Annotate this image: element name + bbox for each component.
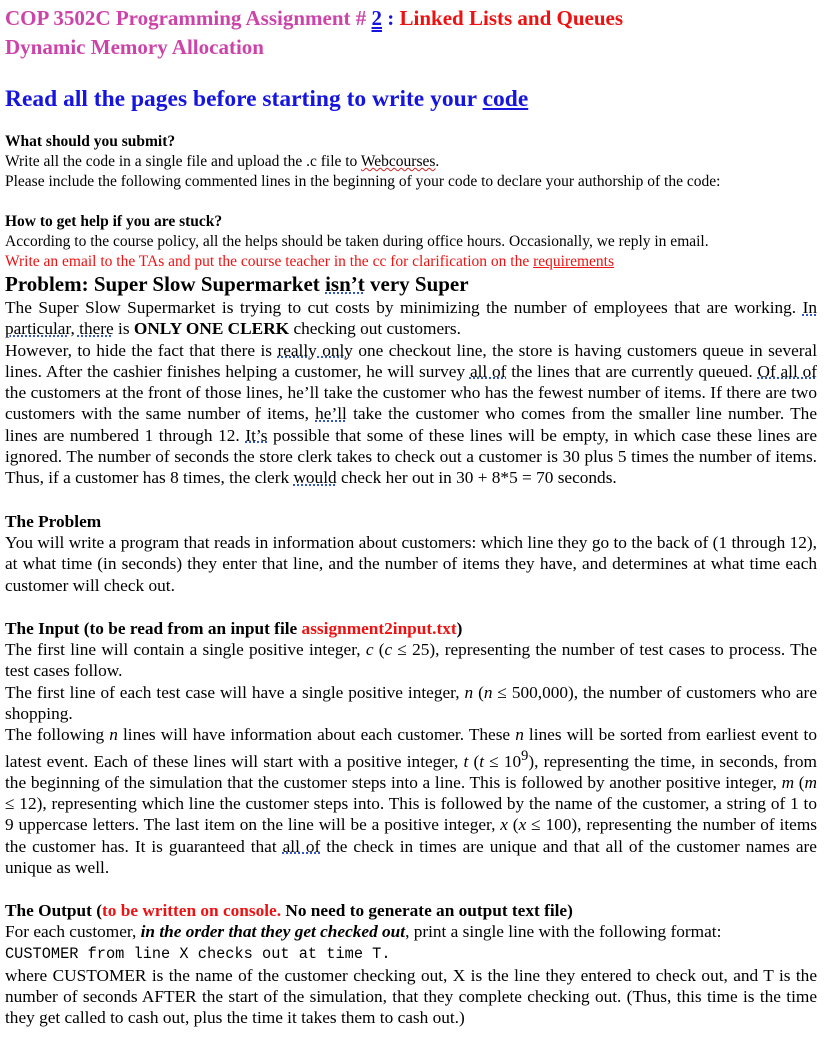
p2-its: It’s xyxy=(245,425,268,445)
p2-c: one checkout line, the store is having customers queue in several lines. After the cashier finishes helping a customer, he will survey xyxy=(5,340,817,381)
read-notice-text: Read all the pages before starting to write your xyxy=(5,86,483,112)
p2-all-of: all of xyxy=(469,361,507,381)
in3-b: lines will have information about each customer. These xyxy=(117,725,516,745)
in3-sup: 9 xyxy=(521,747,529,764)
in2-var: n xyxy=(464,682,474,702)
help-line-2 xyxy=(5,252,817,272)
problem-heading-text: Problem: Super Slow Supermarket xyxy=(5,272,326,296)
help-line-1: According to the course policy, all the helps should be taken during office hours. Occasionally, we reply in email. xyxy=(5,233,709,250)
in1-c: ≤ 25), representing the number of test cases to process. The test cases follow. xyxy=(5,640,817,681)
in3-e: ≤ 10 xyxy=(484,751,522,771)
out1-b: , print a single line with the following format: xyxy=(405,922,722,942)
input-line-1 xyxy=(5,639,817,682)
submit-line-1 xyxy=(5,152,817,172)
in2-a: The first line of each test case will have a single positive integer, xyxy=(5,682,465,702)
p1-text-c: is xyxy=(113,319,134,339)
in3-c: lines will be sorted from earliest event to latest event. Each of these lines will start with a positive integer, xyxy=(5,725,817,771)
in3-all-of: all of xyxy=(282,836,321,856)
in3-f: ), representing the time, in seconds, from the beginning of the simulation that the customer steps into a line. This is followed by another positive integer, xyxy=(5,751,817,792)
in3-a: The following xyxy=(5,725,110,745)
in3-var7: x xyxy=(500,815,508,835)
help-line-2-text: Write an email to the TAs and put the course teacher in the cc for clarification on the xyxy=(5,253,534,270)
p2-hell: he’ll xyxy=(315,404,347,424)
assignment-topic: Linked Lists and Queues xyxy=(399,6,624,30)
p1-text-e: checking out customers. xyxy=(289,319,461,339)
p2-a: However, to hide the fact that there is xyxy=(5,340,278,360)
in3-g: ( xyxy=(794,772,805,792)
out1-a: For each customer, xyxy=(5,922,141,942)
in3-var2: n xyxy=(515,725,524,745)
in3-var4: t xyxy=(479,751,485,771)
in2-b: ( xyxy=(473,682,484,702)
webcourses-word: Webcourses xyxy=(360,153,436,170)
read-notice xyxy=(5,84,817,114)
output-line-1 xyxy=(5,921,817,942)
in1-var: c xyxy=(365,640,374,660)
requirements-word: requirements xyxy=(533,253,615,270)
p2-m: check her out in 30 + 8*5 = 70 seconds. xyxy=(336,468,617,488)
in3-j: ≤ 100), representing the number of items the customer has. It is guaranteed that xyxy=(5,815,817,856)
in3-var: n xyxy=(109,725,118,745)
output-heading-text: The Output ( xyxy=(5,901,102,921)
problem-paragraph-2 xyxy=(5,340,817,489)
in2-c: ≤ 500,000), the number of customers who are shopping. xyxy=(5,682,817,724)
out1-emphasis: in the order that they get checked out xyxy=(140,922,406,942)
assignment-number: 2 xyxy=(371,6,383,30)
problem-heading xyxy=(5,272,817,297)
output-heading xyxy=(5,900,817,921)
problem-section xyxy=(5,272,817,489)
input-section xyxy=(5,618,817,878)
in2-var2: n xyxy=(483,682,493,702)
the-problem-section xyxy=(5,511,817,596)
output-section xyxy=(5,900,817,1028)
submit-section xyxy=(5,132,817,192)
input-heading xyxy=(5,618,817,639)
input-heading-close: ) xyxy=(456,618,463,638)
p2-would: would xyxy=(293,468,337,488)
in3-i: ( xyxy=(507,815,519,835)
p1-text-a: The Super Slow Supermarket is trying to cut costs by minimizing the number of employees that are working. xyxy=(5,298,803,317)
in1-b: ( xyxy=(373,640,385,660)
p2-i: take the customer who comes from the smaller line number. The lines are numbered 1 through 12. xyxy=(5,404,817,445)
p1-bold: ONLY ONE CLERK xyxy=(133,319,290,339)
p1-underlined: In particular, there xyxy=(5,298,817,339)
in3-h: ≤ 12), representing which line the customer steps into. This is followed by the name of the customer, a string of 1 to 9 uppercase letters. The last item on the line will be a positive integer, xyxy=(5,794,817,835)
p2-e: the lines that are currently queued. xyxy=(506,361,758,381)
the-problem-heading: The Problem xyxy=(5,511,102,531)
help-section xyxy=(5,212,817,272)
output-heading-rest: No need to generate an output text file) xyxy=(281,901,573,921)
in1-var2: c xyxy=(384,640,393,660)
p2-of-all-of: Of all of xyxy=(757,361,817,381)
p2-k: possible that some of these lines will be empty, in which case these lines are ignored. The number of seconds the store clerk takes to check out a customer is 30 plus 5 times the number of items. Thus, if a customer has 8 times, the clerk xyxy=(5,425,817,488)
p2-g: the customers at the front of those lines, he’ll take the customer who has the fewest number of items. If there are two customers with the same number of items, xyxy=(5,383,817,424)
output-line-2: where CUSTOMER is the name of the customer checking out, X is the line they entered to check out, and T is the number of seconds AFTER the start of the simulation, that they complete checking out. (Thus, this time is the time they get called to cash out, plus the time it takes them to cash out.) xyxy=(5,965,817,1028)
course-prefix: COP 3502C Programming Assignment # xyxy=(5,6,372,30)
output-heading-red: to be written on console. xyxy=(102,901,282,921)
title-colon: : xyxy=(382,6,400,30)
read-notice-code: code xyxy=(482,86,529,112)
p2-really-only: really only xyxy=(277,340,353,360)
input-file-name: assignment2input.txt xyxy=(301,618,457,638)
submit-line-2: Please include the following commented lines in the beginning of your code to declare your authorship of the code: xyxy=(5,173,721,190)
input-heading-text: The Input (to be read from an input file xyxy=(5,618,302,638)
submit-line-1-period: . xyxy=(435,153,440,170)
in3-var6: m xyxy=(804,772,817,792)
in3-l: the check in times are unique and that all of the customer names are unique as well. xyxy=(5,836,817,877)
input-line-2 xyxy=(5,682,817,725)
in3-var5: m xyxy=(781,772,795,792)
the-problem-text: You will write a program that reads in information about customers: which line they go to the back of (1 through 12), at what time (in seconds) they enter that line, and the number of items they have, and determines at what time each customer will check out. xyxy=(5,532,817,595)
in3-var8: x xyxy=(518,815,527,835)
input-line-3 xyxy=(5,724,817,878)
submit-heading: What should you submit? xyxy=(5,133,176,150)
help-heading: How to get help if you are stuck? xyxy=(5,213,223,230)
problem-paragraph-1 xyxy=(5,297,817,340)
in3-var3: t xyxy=(463,751,469,771)
assignment-subtitle: Dynamic Memory Allocation xyxy=(5,35,264,59)
isnt-word: isn’t xyxy=(325,272,365,296)
problem-heading-end: very Super xyxy=(364,272,469,296)
in1-a: The first line will contain a single positive integer, xyxy=(5,640,366,660)
in3-d: ( xyxy=(468,751,480,771)
submit-line-1-text: Write all the code in a single file and upload the .c file to xyxy=(5,153,361,170)
assignment-title xyxy=(5,4,817,33)
output-format: CUSTOMER from line X checks out at time T. xyxy=(5,944,391,963)
